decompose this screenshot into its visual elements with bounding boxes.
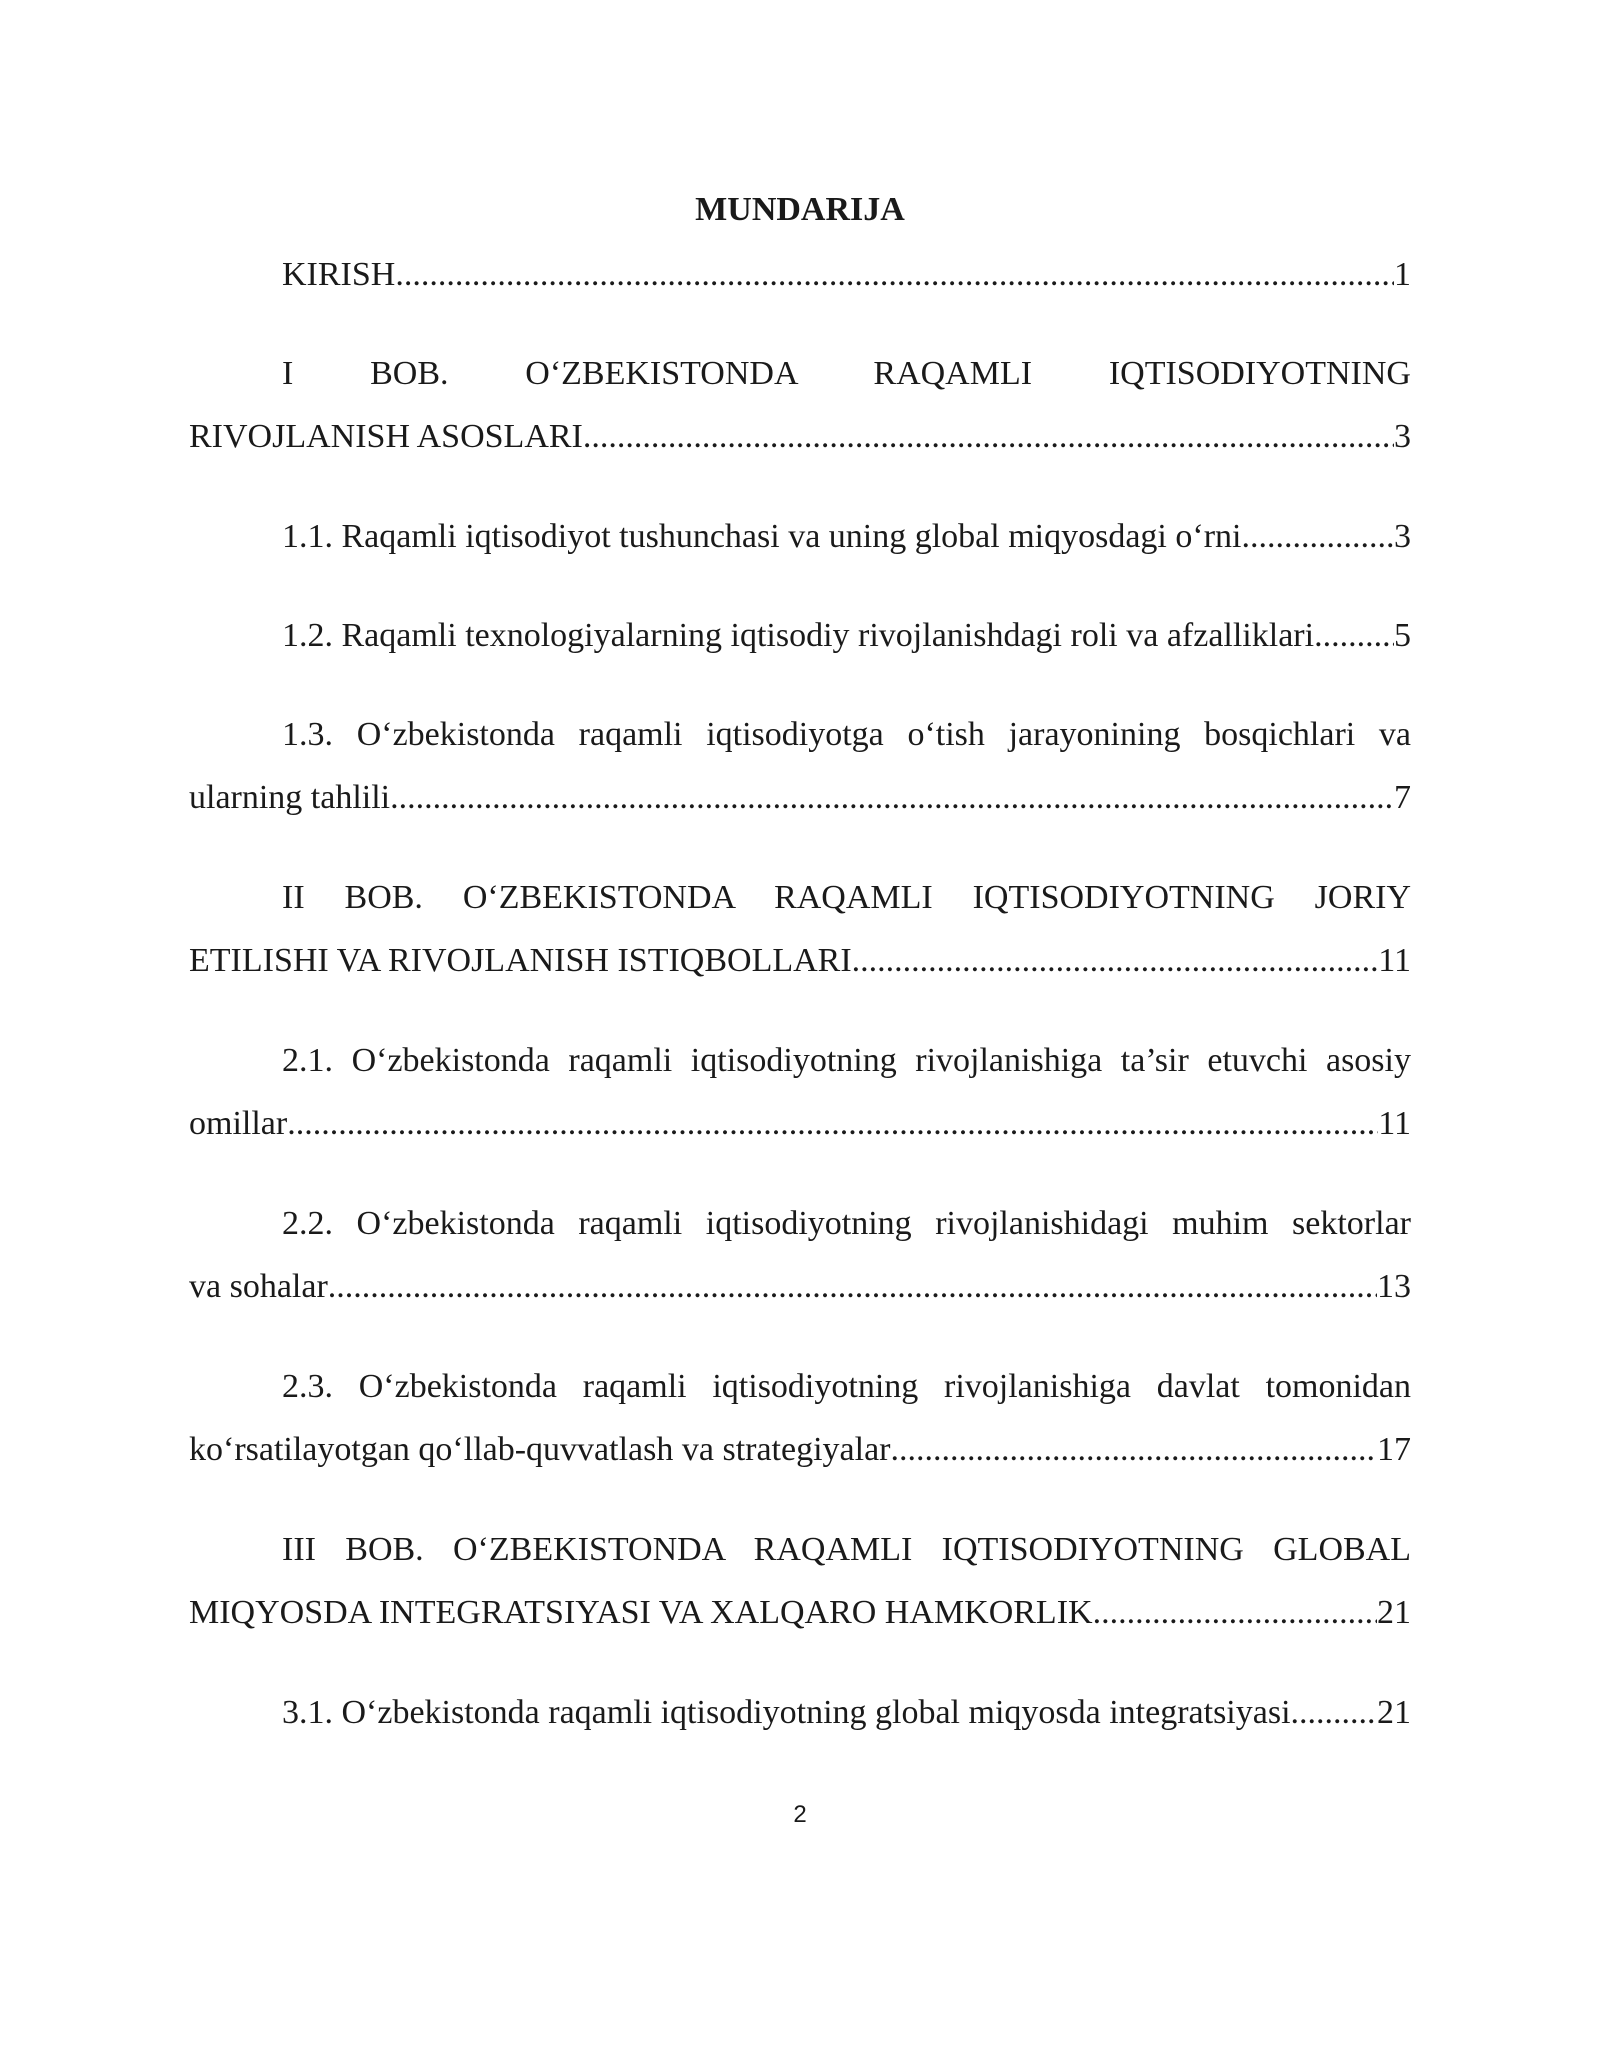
toc-entry-3-1[interactable] bbox=[189, 1681, 1411, 1744]
toc-entry-2-1[interactable] bbox=[189, 1029, 1411, 1155]
dot-leader bbox=[1241, 505, 1394, 568]
toc-entry-line bbox=[189, 405, 1411, 468]
toc-entry-line bbox=[189, 1418, 1411, 1481]
toc-entry-1-3[interactable] bbox=[189, 703, 1411, 829]
toc-title: MUNDARIJA bbox=[695, 191, 905, 228]
toc-entry-text: va sohalar bbox=[189, 1268, 328, 1305]
toc-entry-text: omillar bbox=[189, 1105, 288, 1142]
toc-entry-text: RIVOJLANISH ASOSLARI bbox=[189, 418, 583, 455]
toc-page-number: 13 bbox=[1377, 1268, 1411, 1305]
toc-entry-text: KIRISH bbox=[282, 256, 396, 293]
toc-entry-line: 2.2. O‘zbekistonda raqamli iqtisodiyotning rivojlanishidagi muhim sektorlar bbox=[282, 1205, 1411, 1242]
toc-entry-text: 3.1. O‘zbekistonda raqamli iqtisodiyotning global miqyosda integratsiyasi bbox=[282, 1694, 1291, 1731]
toc-entry-line: 2.1. O‘zbekistonda raqamli iqtisodiyotning rivojlanishiga ta’sir etuvchi asosiy bbox=[282, 1042, 1411, 1079]
toc-entry-line bbox=[189, 1092, 1411, 1155]
toc-entry-line bbox=[189, 1681, 1411, 1744]
toc-entry-1-1[interactable] bbox=[189, 505, 1411, 568]
toc-entry-1-2[interactable] bbox=[189, 604, 1411, 667]
toc-entry-line: I BOB. O‘ZBEKISTONDA RAQAMLI IQTISODIYOTNING bbox=[282, 355, 1411, 392]
toc-entry-chapter-2[interactable] bbox=[189, 866, 1411, 992]
toc-entry-text: ETILISHI VA RIVOJLANISH ISTIQBOLLARI bbox=[189, 942, 852, 979]
toc-entry-line bbox=[189, 505, 1411, 568]
toc-entry-2-3[interactable] bbox=[189, 1355, 1411, 1481]
dot-leader bbox=[852, 929, 1379, 992]
toc-page-number: 7 bbox=[1394, 779, 1411, 816]
toc-entry-text: 1.2. Raqamli texnologiyalarning iqtisodiy rivojlanishdagi roli va afzalliklari bbox=[282, 617, 1315, 654]
toc-entry-line bbox=[189, 766, 1411, 829]
toc-entry-line bbox=[189, 243, 1411, 306]
toc-page-number: 21 bbox=[1377, 1594, 1411, 1631]
toc-entry-line: 1.3. O‘zbekistonda raqamli iqtisodiyotga o‘tish jarayonining bosqichlari va bbox=[282, 716, 1411, 753]
toc-entry-text: ko‘rsatilayotgan qo‘llab-quvvatlash va strategiyalar bbox=[189, 1431, 891, 1468]
toc-page-number: 1 bbox=[1394, 256, 1411, 293]
toc-entry-2-2[interactable] bbox=[189, 1192, 1411, 1318]
dot-leader bbox=[890, 1418, 1377, 1481]
toc-page-number: 11 bbox=[1378, 1105, 1411, 1142]
toc-entry-line: II BOB. O‘ZBEKISTONDA RAQAMLI IQTISODIYOTNING JORIY bbox=[282, 879, 1411, 916]
toc-entry-line: III BOB. O‘ZBEKISTONDA RAQAMLI IQTISODIYOTNING GLOBAL bbox=[282, 1531, 1411, 1568]
toc-entry-line bbox=[189, 1255, 1411, 1318]
toc-entry-kirish[interactable] bbox=[189, 243, 1411, 306]
toc-entry-line: 2.3. O‘zbekistonda raqamli iqtisodiyotning rivojlanishiga davlat tomonidan bbox=[282, 1368, 1411, 1405]
toc-page-number: 21 bbox=[1377, 1694, 1411, 1731]
toc-entry-line bbox=[189, 929, 1411, 992]
dot-leader bbox=[287, 1092, 1378, 1155]
toc-page-number: 11 bbox=[1378, 942, 1411, 979]
dot-leader bbox=[328, 1255, 1377, 1318]
toc-entry-chapter-3[interactable] bbox=[189, 1518, 1411, 1644]
toc-page-number: 3 bbox=[1394, 418, 1411, 455]
dot-leader bbox=[1314, 604, 1394, 667]
dot-leader bbox=[1093, 1581, 1377, 1644]
dot-leader bbox=[1291, 1681, 1377, 1744]
toc-entry-text: ularning tahlili bbox=[189, 779, 391, 816]
dot-leader bbox=[390, 766, 1394, 829]
toc-entry-text: 1.1. Raqamli iqtisodiyot tushunchasi va uning global miqyosdagi o‘rni bbox=[282, 518, 1242, 555]
toc-entry-line bbox=[189, 604, 1411, 667]
toc-page-number: 3 bbox=[1394, 518, 1411, 555]
toc-page-number: 17 bbox=[1377, 1431, 1411, 1468]
toc-entry-line bbox=[189, 1581, 1411, 1644]
dot-leader bbox=[395, 243, 1394, 306]
toc-page-number: 5 bbox=[1394, 617, 1411, 654]
toc-entry-chapter-1[interactable] bbox=[189, 342, 1411, 468]
page-number: 2 bbox=[793, 1801, 807, 1828]
toc-entry-text: MIQYOSDA INTEGRATSIYASI VA XALQARO HAMKORLIK bbox=[189, 1594, 1093, 1631]
dot-leader bbox=[583, 405, 1394, 468]
